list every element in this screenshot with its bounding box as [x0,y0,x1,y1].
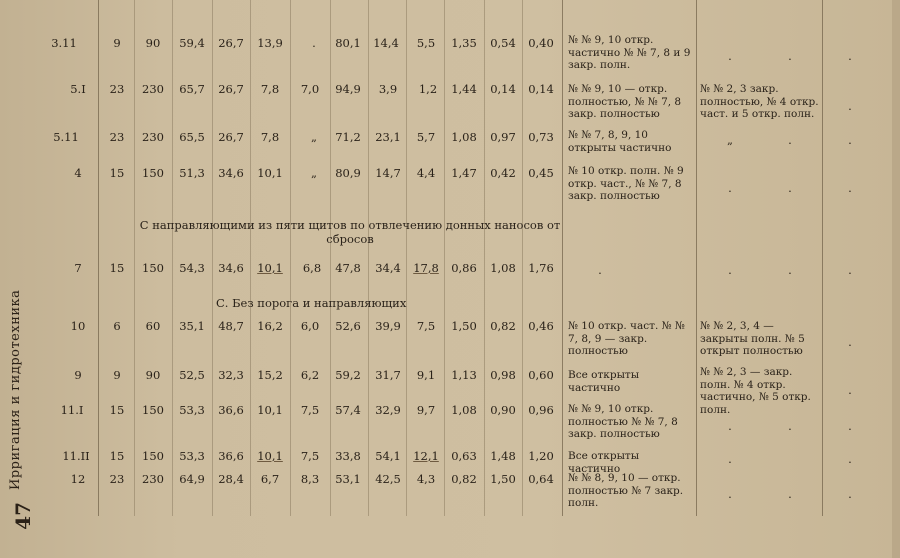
cell-value: 0,14 [490,82,516,96]
note-upper-shields: № № 2, 3 — закр. полн. № 4 откр. частично, № 5 откр. полн. [700,366,811,416]
cell-value: 80,1 [335,36,361,50]
cell-value: 0,63 [451,449,477,463]
cell-value: 7,8 [260,82,280,96]
cell-value: 59,2 [335,368,361,382]
ditto-mark: . [728,263,732,277]
cell-value: 64,9 [179,472,205,486]
cell-discharge: 150 [142,166,164,180]
cell-value: 1,13 [451,368,477,382]
cell-value: 6,8 [302,261,322,275]
cell-date: 5.I [70,82,86,96]
cell-value: 0,96 [528,403,554,417]
note-lower-shields: № 10 откр. полн. № 9 откр. част., № № 7, 8 закр. полностью [568,165,684,202]
cell-value: 34,4 [375,261,401,275]
ditto-mark: . [848,49,852,63]
cell-value: 1,08 [451,130,477,144]
cell-value: 1,08 [490,261,516,275]
cell-value: 39,9 [375,319,401,333]
cell-value: 0,60 [528,368,554,382]
ditto-mark: . [788,487,792,501]
cell-value: 48,7 [218,319,244,333]
cell-value: 1,20 [528,449,554,463]
cell-value: 0,54 [490,36,516,50]
cell-value: 1,2 [418,82,438,96]
page-edge-shadow [892,0,900,558]
cell-value: 31,7 [375,368,401,382]
cell-value: 94,9 [335,82,361,96]
ditto-mark: . [788,419,792,433]
cell-value: 51,3 [179,166,205,180]
cell-value: 4,3 [416,472,436,486]
ditto-mark: . [728,487,732,501]
column-rule [444,0,445,516]
cell-value: 36,6 [218,403,244,417]
cell-shields: 9 [113,36,121,50]
cell-value: 53,1 [335,472,361,486]
column-rule [98,0,99,516]
cell-date: 12 [70,472,86,486]
ditto-mark: . [728,419,732,433]
cell-value: 5,5 [416,36,436,50]
ditto-mark: „ [727,133,733,147]
cell-value: 26,7 [218,130,244,144]
ditto-mark: . [848,133,852,147]
cell-value: 0,97 [490,130,516,144]
ditto-mark: . [848,335,852,349]
cell-value: 8,3 [300,472,320,486]
ditto-mark: . [728,181,732,195]
cell-value: 6,0 [300,319,320,333]
cell-value: 0,90 [490,403,516,417]
cell-value: 0,46 [528,319,554,333]
cell-value: 16,2 [257,319,283,333]
column-rule [330,0,331,516]
cell-value: 1,47 [451,166,477,180]
cell-value: 7,5 [300,449,320,463]
column-rule [406,0,407,516]
cell-value: 23,1 [375,130,401,144]
ditto-mark: . [728,452,732,466]
cell-value: 1,48 [490,449,516,463]
page-number: 47 [11,502,35,530]
cell-discharge: 150 [142,403,164,417]
ditto-mark: . [848,181,852,195]
column-rule [368,0,369,516]
cell-value: 1,50 [490,472,516,486]
cell-discharge: 150 [142,261,164,275]
cell-value: 59,4 [179,36,205,50]
cell-value: 10,1 [257,261,283,275]
cell-value: 9,1 [416,368,436,382]
ditto-mark: . [848,383,852,397]
ditto-mark: . [848,452,852,466]
cell-value: 0,14 [528,82,554,96]
section-heading: С. Без порога и направляющих [216,296,407,310]
cell-value: „ [311,166,317,180]
column-rule [484,0,485,516]
cell-value: 52,6 [335,319,361,333]
cell-value: 17,8 [413,261,439,275]
cell-value: 1,50 [451,319,477,333]
cell-value: 15,2 [257,368,283,382]
column-rule [290,0,291,516]
ditto-mark: . [598,263,602,277]
note-upper-shields: № № 2, 3, 4 — закрыты полн. № 5 открыт полностью [700,320,805,357]
ditto-mark: . [788,181,792,195]
page-margin [8,289,38,550]
cell-value: 0,86 [451,261,477,275]
cell-value: 54,3 [179,261,205,275]
cell-value: 26,7 [218,82,244,96]
cell-value: 33,8 [335,449,361,463]
cell-value: 13,9 [257,36,283,50]
cell-value: 0,98 [490,368,516,382]
cell-value: 80,9 [335,166,361,180]
cell-value: 65,7 [179,82,205,96]
cell-value: 1,35 [451,36,477,50]
note-lower-shields: Все открыты частично [568,369,640,394]
note-lower-shields: № № 9, 10 — откр. полностью, № № 7, 8 закр. полностью [568,83,682,120]
cell-discharge: 230 [142,130,164,144]
cell-shields: 23 [109,82,125,96]
cell-date: 10 [70,319,86,333]
cell-value: 54,1 [375,449,401,463]
cell-value: 7,8 [260,130,280,144]
cell-date: 7 [74,261,82,275]
cell-value: 10,1 [257,403,283,417]
cell-discharge: 60 [145,319,161,333]
ditto-mark: . [848,487,852,501]
cell-value: 6,7 [260,472,280,486]
running-title: Ирригация и гидротехника [8,289,23,490]
cell-value: 35,1 [179,319,205,333]
cell-value: 57,4 [335,403,361,417]
cell-value: 7,5 [416,319,436,333]
cell-value: 32,3 [218,368,244,382]
cell-value: „ [311,130,317,144]
cell-value: 0,82 [451,472,477,486]
ditto-mark: . [788,133,792,147]
cell-value: 32,9 [375,403,401,417]
ditto-mark: . [848,263,852,277]
cell-value: 4,4 [416,166,436,180]
cell-value: . [312,36,316,50]
cell-date: 4 [74,166,82,180]
cell-value: 0,82 [490,319,516,333]
cell-value: 1,44 [451,82,477,96]
ditto-mark: . [788,263,792,277]
cell-value: 7,5 [300,403,320,417]
note-lower-shields: № № 9, 10 откр. частично № № 7, 8 и 9 закр. полн. [568,34,691,71]
cell-shields: 15 [109,166,125,180]
note-lower-shields: № № 7, 8, 9, 10 открыты частично [568,129,672,154]
cell-value: 28,4 [218,472,244,486]
cell-discharge: 230 [142,472,164,486]
note-upper-shields: № № 2, 3 закр. полностью, № 4 откр. част. и 5 откр. полн. [700,83,819,120]
cell-value: 34,6 [218,166,244,180]
column-rule [172,0,173,516]
cell-shields: 23 [109,472,125,486]
cell-value: 10,1 [257,449,283,463]
cell-value: 52,5 [179,368,205,382]
cell-shields: 15 [109,449,125,463]
cell-value: 1,08 [451,403,477,417]
ditto-mark: . [788,49,792,63]
cell-shields: 15 [109,403,125,417]
note-lower-shields: Все открыты частично [568,450,640,475]
cell-value: 53,3 [179,403,205,417]
cell-discharge: 150 [142,449,164,463]
cell-discharge: 90 [145,36,161,50]
cell-value: 14,7 [375,166,401,180]
column-rule [696,0,697,516]
column-rule [822,0,823,516]
cell-value: 5,7 [416,130,436,144]
cell-value: 0,73 [528,130,554,144]
cell-value: 1,76 [528,261,554,275]
cell-value: 65,5 [179,130,205,144]
cell-value: 6,2 [300,368,320,382]
cell-value: 3,9 [378,82,398,96]
note-lower-shields: № № 9, 10 откр. полностью № № 7, 8 закр. полностью [568,403,678,440]
cell-date: 5.11 [53,130,79,144]
cell-shields: 15 [109,261,125,275]
cell-value: 34,6 [218,261,244,275]
note-lower-shields: № 10 откр. част. № № 7, 8, 9 — закр. полностью [568,320,685,357]
cell-value: 9,7 [416,403,436,417]
cell-value: 47,8 [335,261,361,275]
cell-value: 0,42 [490,166,516,180]
column-rule [250,0,251,516]
note-lower-shields: № № 8, 9, 10 — откр. полностью № 7 закр. полн. [568,472,684,509]
cell-shields: 23 [109,130,125,144]
cell-date: 11.II [62,449,90,463]
cell-shields: 6 [113,319,121,333]
column-rule [212,0,213,516]
cell-discharge: 230 [142,82,164,96]
column-rule [134,0,135,516]
cell-value: 36,6 [218,449,244,463]
cell-value: 14,4 [373,36,399,50]
cell-value: 71,2 [335,130,361,144]
ditto-mark: . [848,99,852,113]
cell-discharge: 90 [145,368,161,382]
section-heading: С направляющими из пяти щитов по отвлечению донных наносов от сбросов [139,218,561,246]
column-rule [522,0,523,516]
cell-value: 10,1 [257,166,283,180]
column-rule [562,0,563,516]
ditto-mark: . [848,419,852,433]
cell-date: 11.I [60,403,84,417]
cell-value: 0,45 [528,166,554,180]
cell-value: 42,5 [375,472,401,486]
cell-value: 53,3 [179,449,205,463]
cell-date: 9 [74,368,82,382]
cell-value: 7,0 [300,82,320,96]
cell-date: 3.11 [51,36,77,50]
cell-value: 26,7 [218,36,244,50]
cell-value: 0,40 [528,36,554,50]
cell-value: 0,64 [528,472,554,486]
cell-shields: 9 [113,368,121,382]
ditto-mark: . [728,49,732,63]
cell-value: 12,1 [413,449,439,463]
